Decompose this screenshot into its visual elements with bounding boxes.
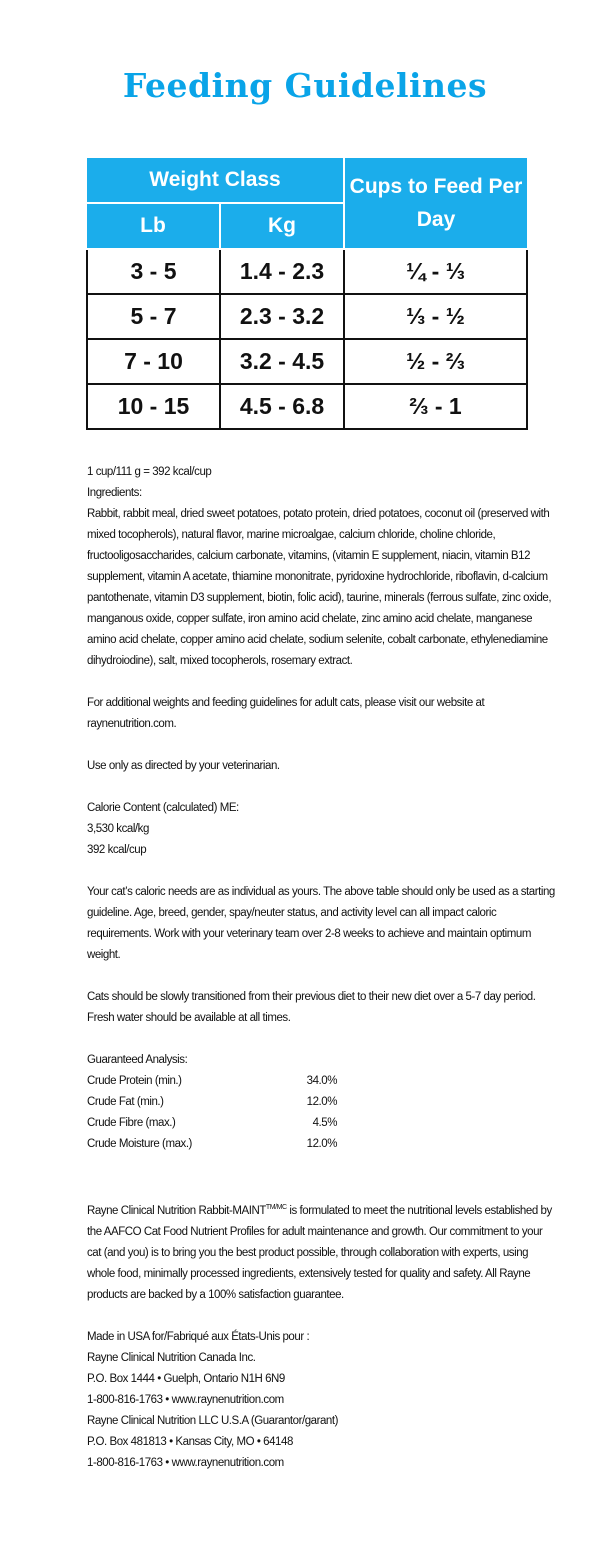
analysis-label-cell: Crude Protein (min.) — [87, 1075, 182, 1087]
kg-cell: 1.4 - 2.3 — [220, 249, 344, 294]
canada-address: P.O. Box 1444 • Guelph, Ontario N1H 6N9 — [87, 1372, 285, 1385]
weight-class-header: Weight Class — [87, 158, 344, 203]
aafco-text: is formulated to meet the nutritional levels established by the AAFCO Cat Food Nutrient Profiles for adult maintenance and growth. Our commitment to your cat (and you) is to bring you the best product possible, through collaboration with experts, using whole food, minimally processed ingredients, extensively tested for quality and safety. All Rayne products are backed by a 100% satisfaction guarantee. — [87, 1204, 552, 1301]
analysis-label: Guaranteed Analysis: — [87, 1054, 188, 1066]
vet-note: Use only as directed by your veterinarian. — [87, 760, 280, 772]
kg-cell: 4.5 - 6.8 — [220, 384, 344, 429]
analysis-label-cell: Crude Fibre (max.) — [87, 1117, 176, 1129]
page-title: Feeding Guidelines — [122, 66, 488, 105]
usa-company: Rayne Clinical Nutrition LLC U.S.A (Guarantor/garant) — [87, 1414, 338, 1427]
canada-contact: 1-800-816-1763 • www.raynenutrition.com — [87, 1393, 284, 1406]
trademark-mark: TM/MC — [265, 1204, 287, 1211]
guaranteed-analysis-table — [87, 1071, 337, 1155]
usa-contact: 1-800-816-1763 • www.raynenutrition.com — [87, 1456, 284, 1469]
cups-cell: ⅔ - 1 — [344, 384, 527, 429]
kg-header: Kg — [220, 203, 344, 249]
transition-text: Cats should be slowly transitioned from their previous diet to their new diet over a 5-7 day period. Fresh water should be available at all times. — [87, 991, 536, 1024]
usa-address: P.O. Box 481813 • Kansas City, MO • 64148 — [87, 1435, 293, 1448]
analysis-value-cell: 34.0% — [306, 1075, 337, 1087]
website-note: For additional weights and feeding guidelines for adult cats, please visit our website at raynenutrition.com. — [87, 697, 485, 730]
table-row — [87, 339, 527, 384]
feeding-table — [86, 158, 528, 430]
label-body-text — [87, 462, 557, 1474]
kg-cell: 2.3 - 3.2 — [220, 294, 344, 339]
calorie-kg: 3,530 kcal/kg — [87, 823, 149, 835]
lb-cell: 7 - 10 — [87, 339, 220, 384]
lb-cell: 3 - 5 — [87, 249, 220, 294]
analysis-row — [87, 1113, 337, 1134]
product-name: Rayne Clinical Nutrition Rabbit-MAINT — [87, 1204, 266, 1217]
calorie-cup: 392 kcal/cup — [87, 844, 147, 856]
lb-cell: 10 - 15 — [87, 384, 220, 429]
analysis-row — [87, 1092, 337, 1113]
table-row — [87, 294, 527, 339]
analysis-row — [87, 1134, 337, 1155]
analysis-value-cell: 12.0% — [306, 1096, 337, 1108]
made-in-text: Made in USA for/Fabriqué aux États-Unis pour : — [87, 1330, 310, 1343]
aafco-statement — [87, 1197, 557, 1306]
cups-cell: ½ - ⅔ — [344, 339, 527, 384]
lb-header: Lb — [87, 203, 220, 249]
canada-company: Rayne Clinical Nutrition Canada Inc. — [87, 1351, 256, 1364]
analysis-label-cell: Crude Moisture (max.) — [87, 1138, 192, 1150]
ingredients-text: Rabbit, rabbit meal, dried sweet potatoes, potato protein, dried potatoes, coconut oil (preserved with mixed tocopherols), natural flavor, marine microalgae, calcium chloride, choline chloride, fructooligosaccharides, calcium carbonate, vitamins, (vitamin E supplement, niacin, vitamin B12 supplement, vitamin A acetate, thiamine mononitrate, pyridoxine hydrochloride, riboflavin, d-calcium pantothenate, vitamin D3 supplement, biotin, folic acid), taurine, minerals (ferrous sulfate, zinc oxide, manganous oxide, copper sulfate, iron amino acid chelate, zinc amino acid chelate, manganese amino acid chelate, copper amino acid chelate, sodium selenite, cobalt carbonate, ethylenediamine dihydroiodine), salt, mixed tocopherols, rosemary extract. — [87, 508, 552, 667]
cup-kcal-text: 1 cup/111 g = 392 kcal/cup — [87, 466, 212, 478]
cups-cell: ¼ - ⅓ — [344, 249, 527, 294]
caloric-needs-text: Your cat’s caloric needs are as individual as yours. The above table should only be used as a starting guideline. Age, breed, gender, spay/neuter status, and activity level can all impact caloric requirements. Work with your veterinary team over 2-8 weeks to achieve and maintain optimum weight. — [87, 886, 555, 961]
lb-cell: 5 - 7 — [87, 294, 220, 339]
analysis-label-cell: Crude Fat (min.) — [87, 1096, 164, 1108]
table-row — [87, 384, 527, 429]
analysis-row — [87, 1071, 337, 1092]
calorie-label: Calorie Content (calculated) ME: — [87, 802, 239, 814]
ingredients-label: Ingredients: — [87, 487, 142, 499]
cups-per-day-header: Cups to Feed Per Day — [344, 158, 527, 249]
cups-cell: ⅓ - ½ — [344, 294, 527, 339]
analysis-value-cell: 4.5% — [312, 1117, 337, 1129]
analysis-value-cell: 12.0% — [306, 1138, 337, 1150]
kg-cell: 3.2 - 4.5 — [220, 339, 344, 384]
table-row — [87, 249, 527, 294]
